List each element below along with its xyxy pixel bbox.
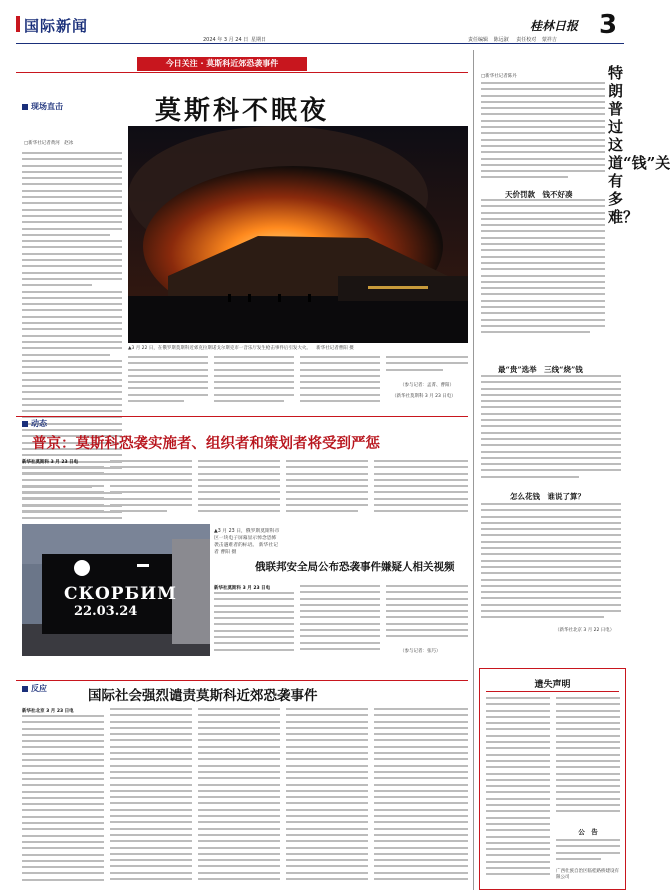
section-label-xianchang: 现场直击	[22, 101, 63, 111]
dongtai-headline: 普京：莫斯科恐袭实施者、组织者和策划者将受到严惩	[32, 435, 380, 452]
proofreader-label: 责任校对	[516, 37, 537, 43]
feature-source-note: （参与记者：孟菁、曹阳）	[400, 383, 454, 388]
mourning-photo-caption	[214, 528, 280, 556]
fsb-body-col-1	[214, 592, 294, 656]
reaction-body-col-5	[374, 708, 468, 891]
feature-body-col-1	[128, 356, 208, 408]
trump-source-date: （新华社北京 3 月 22 日电）	[555, 628, 615, 633]
fsb-source-note: （参与记者：张巧）	[400, 649, 441, 654]
trump-body-2	[481, 199, 605, 339]
trump-body-1	[481, 82, 605, 186]
masthead-rule	[16, 43, 624, 44]
notice-list-left	[486, 697, 550, 883]
feature-source-date: （新华社莫斯科 3 月 23 日电）	[392, 394, 456, 399]
public-notice-body	[556, 839, 620, 865]
reaction-rule	[16, 680, 468, 681]
feature-photo-fire	[128, 126, 468, 343]
trump-body-3	[481, 375, 621, 487]
dongtai-body-col-4	[286, 460, 368, 518]
reaction-body-col-1	[22, 715, 104, 891]
fsb-dateline: 新华社莫斯科 3 月 23 日电	[214, 586, 271, 591]
fsb-headline: 俄联邦安全局公布恐袭事件嫌疑人相关视频	[255, 561, 455, 573]
dongtai-body-col-5	[374, 460, 468, 518]
trump-headline: 特朗普过这道“钱”关有多难？	[608, 64, 670, 226]
trump-subhead-1: 天价罚款 钱不好凑	[505, 190, 573, 199]
reaction-body-col-4	[286, 708, 368, 891]
trump-subhead-3: 怎么花钱 谁说了算？	[510, 492, 585, 501]
fire-scene-illustration	[128, 126, 468, 343]
editor-label: 责任编辑	[468, 37, 489, 43]
section-label-dongtai: 动态	[22, 418, 47, 428]
feature-caption-text: ▲3 月 22 日，在俄罗斯莫斯科近郊克拉斯诺戈尔斯克市一音乐厅发生枪击事件后引发大火。	[128, 346, 311, 351]
feature-body-col-2	[214, 356, 294, 408]
feature-body-col-4	[386, 356, 468, 376]
mourning-sign-date: 22.03.24	[74, 604, 138, 619]
issue-weekday: 星期日	[251, 37, 267, 43]
reaction-dateline: 新华社北京 3 月 23 日电	[22, 709, 74, 714]
trump-subhead-2: 最“贵”选举 三线“烧”钱	[498, 365, 583, 374]
public-notice-company: 广西壮族自治区临桂路桥建设有限公司	[556, 869, 619, 880]
dongtai-body-col-2	[110, 460, 192, 518]
editor-line	[468, 36, 557, 43]
feature-banner-rule	[16, 72, 468, 73]
trump-byline: □新华社记者陈丹	[481, 74, 517, 79]
editor-name: 陈远淑	[493, 37, 509, 43]
fsb-body-col-2	[300, 585, 380, 656]
reaction-body-col-3	[198, 708, 280, 891]
fsb-body-col-3	[386, 585, 468, 643]
feature-photo-caption	[128, 345, 468, 351]
reaction-body-col-2	[110, 708, 192, 891]
notice-box	[479, 668, 626, 890]
notice-title-rule	[486, 691, 619, 692]
column-divider	[473, 50, 474, 890]
mourning-caption-text: ▲3 月 23 日，俄罗斯莫斯科市区一块电子屏幕显示悼念恐怖袭击遇难者的标语。	[214, 529, 280, 548]
trump-body-4	[481, 503, 621, 625]
dongtai-body-col-3	[198, 460, 280, 518]
mourning-sign-text: СКОРБИМ	[64, 584, 177, 604]
dongtai-body-col-1	[22, 466, 104, 518]
page-number: 3	[599, 10, 618, 40]
dongtai-rule	[16, 416, 468, 417]
section-label-fanying: 反应	[22, 683, 47, 693]
dongtai-dateline: 新华社莫斯科 3 月 23 日电	[22, 460, 79, 465]
reaction-headline: 国际社会强烈谴责莫斯科近郊恐袭事件	[88, 688, 318, 704]
public-notice-title: 公 告	[578, 828, 598, 836]
masthead	[0, 0, 640, 44]
paper-name: 桂林日报	[530, 19, 579, 33]
feature-photo-credit: 新华社记者曹阳 摄	[316, 346, 354, 351]
masthead-red-block	[16, 16, 20, 32]
mourning-photo	[22, 524, 210, 656]
section-title: 国际新闻	[24, 17, 89, 35]
feature-banner-text: 今日关注 · 莫斯科近郊恐袭事件	[165, 59, 279, 68]
issue-date: 2024 年 3 月 24 日	[203, 37, 249, 43]
feature-byline: □新华社记者黄河 赵冰	[24, 141, 74, 146]
feature-body-col-3	[300, 356, 380, 408]
feature-headline: 莫斯科不眠夜	[155, 96, 330, 126]
proofreader-name: 蒙祥吉	[541, 37, 557, 43]
notice-list-right	[556, 697, 620, 822]
notice-title: 遗失声明	[534, 680, 571, 690]
mourning-photo-credit: 新华社记者 曹阳 摄	[214, 543, 278, 555]
